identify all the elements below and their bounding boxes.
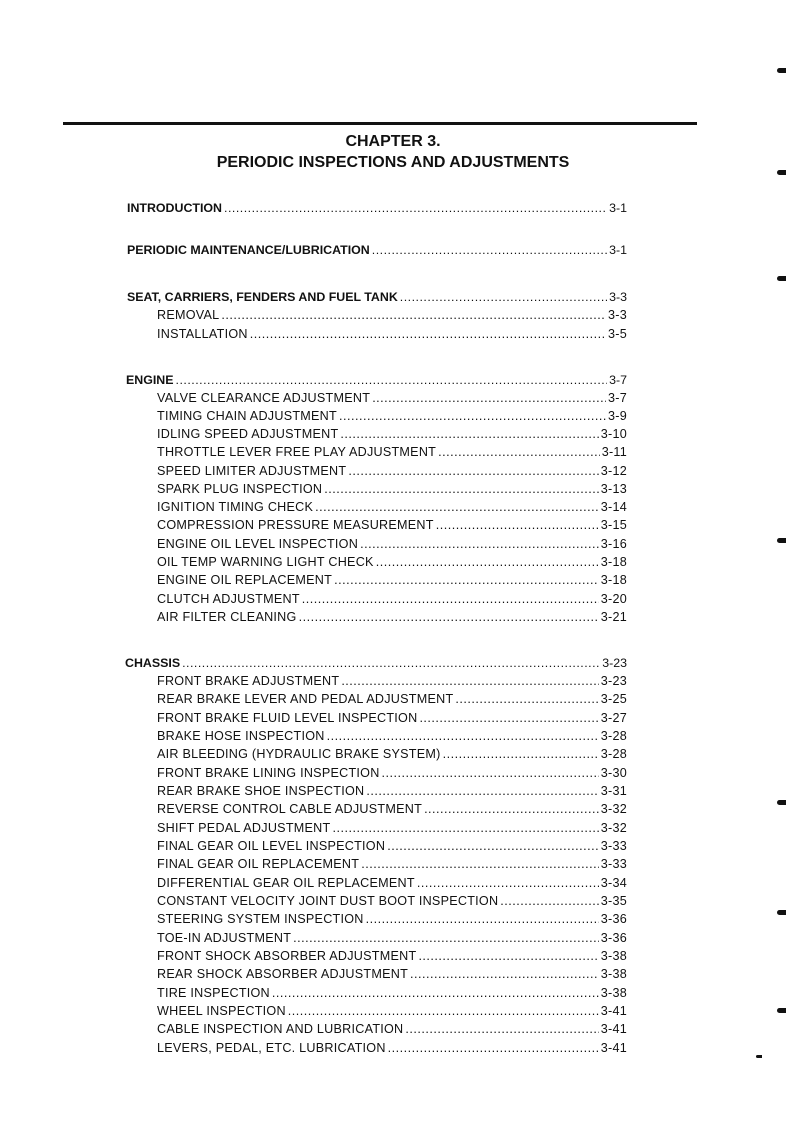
- toc-entry: [157, 929, 627, 947]
- toc-entry: [157, 874, 627, 892]
- dot-leader: [438, 443, 600, 461]
- toc-title: OIL TEMP WARNING LIGHT CHECK: [157, 555, 374, 569]
- toc-entry: [157, 608, 627, 626]
- header-rule: [63, 122, 697, 125]
- toc-title: SHIFT PEDAL ADJUSTMENT: [157, 821, 331, 835]
- toc-page-number: 3-30: [600, 766, 627, 780]
- toc-title: DIFFERENTIAL GEAR OIL REPLACEMENT: [157, 876, 415, 890]
- edge-tab-mark: [756, 1055, 762, 1058]
- dot-leader: [182, 654, 600, 672]
- dot-leader: [334, 571, 599, 589]
- toc-entry: [157, 571, 627, 589]
- dot-leader: [443, 745, 599, 763]
- toc-page-number: 3-7: [609, 373, 627, 387]
- toc-title: AIR FILTER CLEANING: [157, 610, 297, 624]
- toc-page-number: 3-36: [600, 931, 627, 945]
- toc-page-number: 3-5: [608, 327, 627, 341]
- toc-page-number: 3-10: [600, 427, 627, 441]
- toc-section: [125, 654, 627, 672]
- toc-title: FRONT SHOCK ABSORBER ADJUSTMENT: [157, 949, 417, 963]
- dot-leader: [361, 855, 599, 873]
- toc-entry: [157, 910, 627, 928]
- dot-leader: [372, 389, 606, 407]
- toc-page-number: 3-18: [600, 573, 627, 587]
- edge-tab-mark: [777, 68, 786, 73]
- toc-title: ENGINE OIL REPLACEMENT: [157, 573, 333, 587]
- dot-leader: [436, 516, 599, 534]
- toc-entry: [157, 389, 627, 407]
- toc-page-number: 3-14: [600, 500, 627, 514]
- dot-leader: [339, 407, 606, 425]
- chapter-title: CHAPTER 3.: [345, 133, 441, 150]
- toc-page-number: 3-38: [600, 967, 627, 981]
- dot-leader: [410, 965, 599, 983]
- toc-entry: [157, 947, 627, 965]
- toc-title: REVERSE CONTROL CABLE ADJUSTMENT: [157, 802, 423, 816]
- toc-entry: [157, 425, 627, 443]
- toc-title: IGNITION TIMING CHECK: [157, 500, 314, 514]
- toc-entry: [157, 764, 627, 782]
- toc-page-number: 3-33: [600, 839, 627, 853]
- dot-leader: [272, 984, 599, 1002]
- toc-title: AIR BLEEDING (HYDRAULIC BRAKE SYSTEM): [157, 747, 441, 761]
- toc-entry: [157, 800, 627, 818]
- toc-page-number: 3-38: [600, 986, 627, 1000]
- toc-page-number: 3-25: [600, 692, 627, 706]
- toc-page-number: 3-32: [600, 821, 627, 835]
- toc-title: BRAKE HOSE INSPECTION: [157, 729, 325, 743]
- toc-entry: [157, 1020, 627, 1038]
- toc-page-number: 3-16: [600, 537, 627, 551]
- toc-page-number: 3-3: [608, 308, 627, 322]
- dot-leader: [400, 288, 607, 306]
- edge-tab-mark: [777, 1008, 786, 1013]
- toc-entry: [157, 590, 627, 608]
- dot-leader: [340, 425, 598, 443]
- toc-page-number: 3-12: [600, 464, 627, 478]
- dot-leader: [341, 672, 598, 690]
- dot-leader: [176, 371, 608, 389]
- dot-leader: [360, 535, 599, 553]
- dot-leader: [299, 608, 599, 626]
- toc-title: ENGINE: [126, 373, 174, 387]
- toc-entry: [157, 965, 627, 983]
- toc-title: REAR BRAKE LEVER AND PEDAL ADJUSTMENT: [157, 692, 454, 706]
- toc-title: COMPRESSION PRESSURE MEASUREMENT: [157, 518, 434, 532]
- toc-page-number: 3-36: [600, 912, 627, 926]
- toc-title: TIRE INSPECTION: [157, 986, 270, 1000]
- toc-page-number: 3-33: [600, 857, 627, 871]
- toc-title: FRONT BRAKE ADJUSTMENT: [157, 674, 340, 688]
- toc-entry: [157, 306, 627, 324]
- dot-leader: [387, 837, 599, 855]
- toc-title: WHEEL INSPECTION: [157, 1004, 286, 1018]
- toc-title: SEAT, CARRIERS, FENDERS AND FUEL TANK: [127, 290, 398, 304]
- toc-page-number: 3-27: [600, 711, 627, 725]
- toc-entry: [157, 516, 627, 534]
- toc-title: FINAL GEAR OIL LEVEL INSPECTION: [157, 839, 386, 853]
- toc-page-number: 3-1: [609, 243, 627, 257]
- toc-title: REMOVAL: [157, 308, 220, 322]
- toc-title: CABLE INSPECTION AND LUBRICATION: [157, 1022, 404, 1036]
- toc-page-number: 3-1: [609, 201, 627, 215]
- toc-title: CLUTCH ADJUSTMENT: [157, 592, 300, 606]
- toc-title: PERIODIC MAINTENANCE/LUBRICATION: [127, 243, 370, 257]
- dot-leader: [315, 498, 599, 516]
- toc-page-number: 3-13: [600, 482, 627, 496]
- dot-leader: [366, 782, 598, 800]
- toc-title: FRONT BRAKE LINING INSPECTION: [157, 766, 380, 780]
- dot-leader: [372, 241, 607, 259]
- toc-title: LEVERS, PEDAL, ETC. LUBRICATION: [157, 1041, 386, 1055]
- toc-page-number: 3-34: [600, 876, 627, 890]
- toc-page-number: 3-41: [600, 1041, 627, 1055]
- toc-entry: [157, 855, 627, 873]
- toc-section: [127, 288, 627, 306]
- toc-entry: [157, 325, 627, 343]
- toc-page-number: 3-32: [600, 802, 627, 816]
- dot-leader: [419, 709, 598, 727]
- toc-section: [127, 199, 627, 217]
- toc-page-number: 3-38: [600, 949, 627, 963]
- toc-entry: [157, 462, 627, 480]
- toc-entry: [157, 443, 627, 461]
- dot-leader: [250, 325, 606, 343]
- toc-title: ENGINE OIL LEVEL INSPECTION: [157, 537, 359, 551]
- toc-entry: [157, 837, 627, 855]
- edge-tab-mark: [777, 538, 786, 543]
- toc-title: REAR BRAKE SHOE INSPECTION: [157, 784, 365, 798]
- edge-tab-mark: [777, 170, 786, 175]
- toc-entry: [157, 984, 627, 1002]
- toc-entry: [157, 727, 627, 745]
- dot-leader: [455, 690, 598, 708]
- toc-page-number: 3-31: [600, 784, 627, 798]
- toc-title: TIMING CHAIN ADJUSTMENT: [157, 409, 337, 423]
- chapter-subtitle: PERIODIC INSPECTIONS AND ADJUSTMENTS: [216, 154, 570, 171]
- dot-leader: [366, 910, 599, 928]
- dot-leader: [500, 892, 598, 910]
- toc-page-number: 3-35: [600, 894, 627, 908]
- dot-leader: [418, 947, 598, 965]
- toc-page-number: 3-9: [608, 409, 627, 423]
- dot-leader: [424, 800, 599, 818]
- edge-tab-mark: [777, 800, 786, 805]
- dot-leader: [224, 199, 607, 217]
- toc-title: CONSTANT VELOCITY JOINT DUST BOOT INSPECTION: [157, 894, 499, 908]
- toc-title: STEERING SYSTEM INSPECTION: [157, 912, 364, 926]
- toc-section: [127, 241, 627, 259]
- toc-page-number: 3-7: [608, 391, 627, 405]
- dot-leader: [332, 819, 598, 837]
- dot-leader: [288, 1002, 599, 1020]
- toc-title: TOE-IN ADJUSTMENT: [157, 931, 292, 945]
- dot-leader: [388, 1039, 599, 1057]
- toc-page-number: 3-11: [601, 445, 627, 459]
- toc-page-number: 3-23: [600, 674, 627, 688]
- dot-leader: [405, 1020, 598, 1038]
- toc-entry: [157, 819, 627, 837]
- toc-entry: [157, 892, 627, 910]
- edge-tab-mark: [777, 276, 786, 281]
- toc-page-number: 3-3: [609, 290, 627, 304]
- toc-title: REAR SHOCK ABSORBER ADJUSTMENT: [157, 967, 409, 981]
- toc-title: SPARK PLUG INSPECTION: [157, 482, 323, 496]
- dot-leader: [348, 462, 598, 480]
- toc-title: FRONT BRAKE FLUID LEVEL INSPECTION: [157, 711, 418, 725]
- toc-entry: [157, 498, 627, 516]
- edge-tab-mark: [777, 910, 786, 915]
- toc-page-number: 3-41: [600, 1004, 627, 1018]
- toc-page-number: 3-41: [600, 1022, 627, 1036]
- dot-leader: [327, 727, 599, 745]
- toc-title: CHASSIS: [125, 656, 181, 670]
- toc-title: FINAL GEAR OIL REPLACEMENT: [157, 857, 360, 871]
- toc-page-number: 3-18: [600, 555, 627, 569]
- dot-leader: [293, 929, 599, 947]
- toc-title: IDLING SPEED ADJUSTMENT: [157, 427, 339, 441]
- toc-entry: [157, 535, 627, 553]
- toc-title: INTRODUCTION: [127, 201, 222, 215]
- toc-entry: [157, 1002, 627, 1020]
- toc-entry: [157, 407, 627, 425]
- toc-page-number: 3-28: [600, 747, 627, 761]
- toc-entry: [157, 480, 627, 498]
- toc-entry: [157, 690, 627, 708]
- toc-title: INSTALLATION: [157, 327, 248, 341]
- toc-entry: [157, 709, 627, 727]
- toc-title: THROTTLE LEVER FREE PLAY ADJUSTMENT: [157, 445, 437, 459]
- toc-page-number: 3-28: [600, 729, 627, 743]
- dot-leader: [382, 764, 599, 782]
- toc-title: SPEED LIMITER ADJUSTMENT: [157, 464, 347, 478]
- toc-page-number: 3-15: [600, 518, 627, 532]
- toc-entry: [157, 553, 627, 571]
- dot-leader: [376, 553, 599, 571]
- toc-page-number: 3-20: [600, 592, 627, 606]
- toc-page-number: 3-21: [600, 610, 627, 624]
- toc-page-number: 3-23: [602, 656, 627, 670]
- dot-leader: [221, 306, 606, 324]
- toc-section: [126, 371, 627, 389]
- dot-leader: [324, 480, 599, 498]
- toc-title: VALVE CLEARANCE ADJUSTMENT: [157, 391, 371, 405]
- toc-entry: [157, 1039, 627, 1057]
- toc-entry: [157, 672, 627, 690]
- dot-leader: [417, 874, 599, 892]
- dot-leader: [302, 590, 599, 608]
- toc-entry: [157, 782, 627, 800]
- toc-entry: [157, 745, 627, 763]
